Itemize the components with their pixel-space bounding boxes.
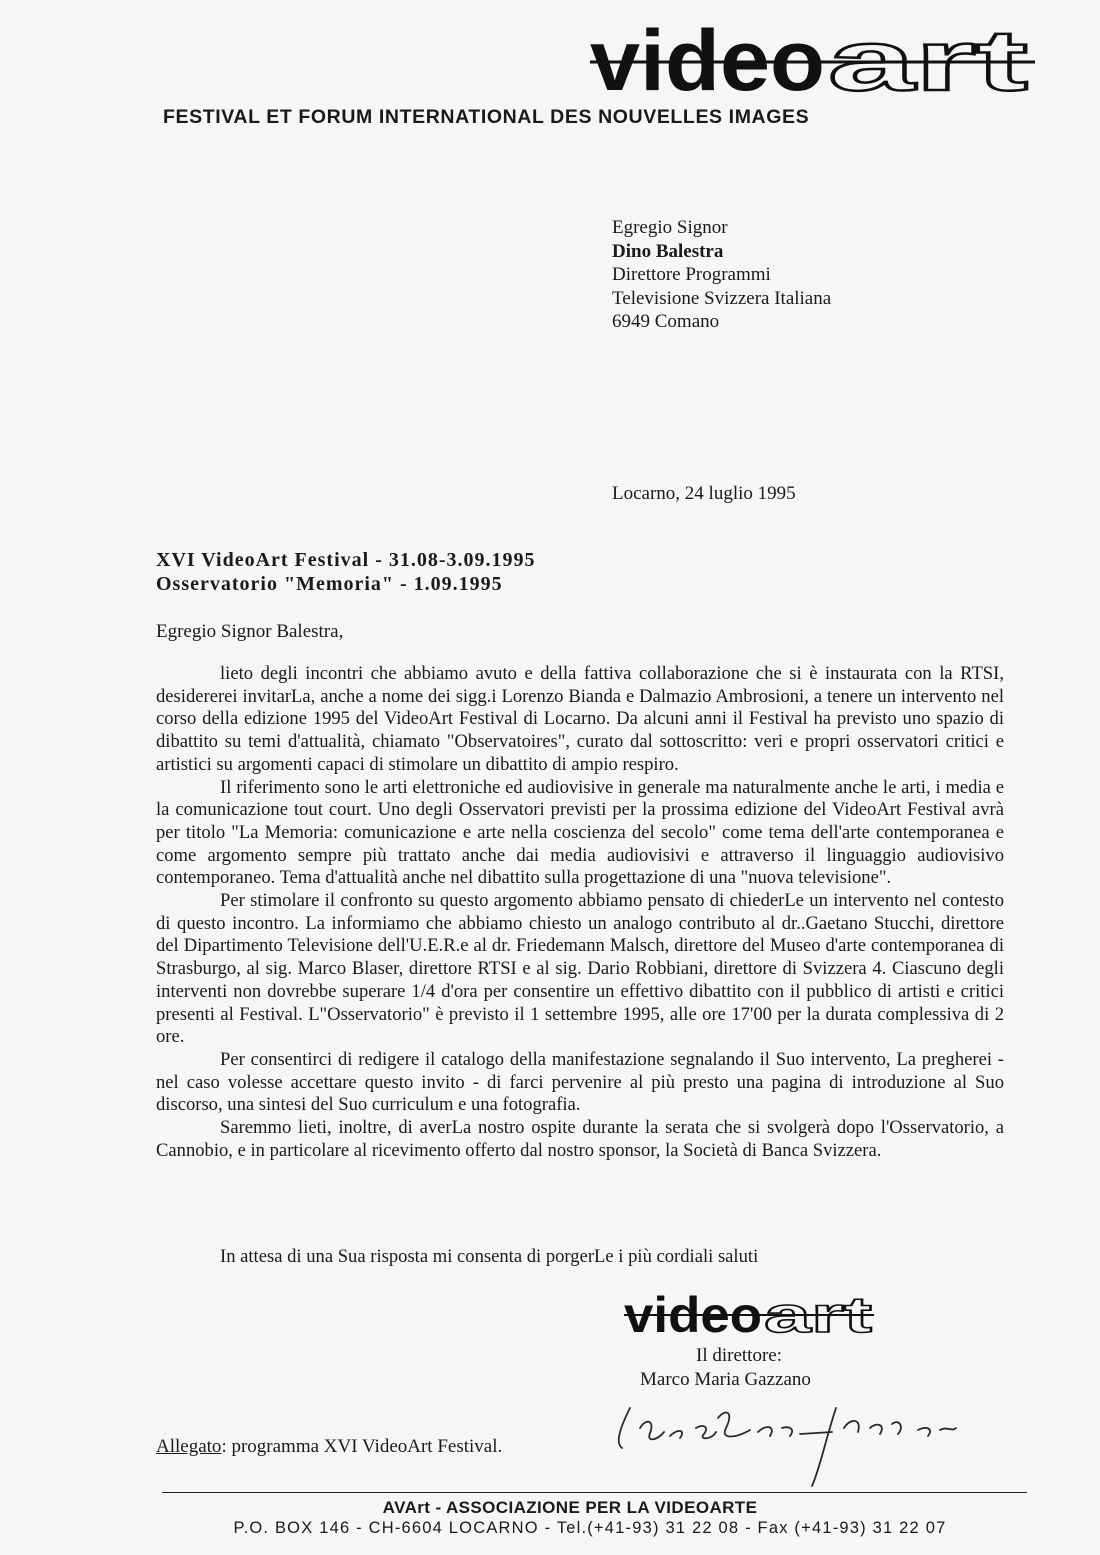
subject-line-2: Osservatorio "Memoria" - 1.09.1995 [156,573,503,595]
recipient-title: Direttore Programmi [612,264,771,285]
svg-text:art: art [828,18,1028,108]
enclosure-text: : programma XVI VideoArt Festival. [221,1436,503,1457]
recipient-address [612,216,831,334]
letter-body [156,663,1004,1162]
signatory-title: Il direttore: [696,1345,782,1366]
letterhead-tagline: FESTIVAL ET FORUM INTERNATIONAL DES NOUVELLES IMAGES [163,106,810,128]
recipient-name-text: Dino Balestra [612,240,724,262]
letter-subject [156,548,536,596]
body-paragraph-1: lieto degli incontri che abbiamo avuto e della fattiva collaborazione che si è instaurata con la RTSI, desidererei invitarLa, anche a nome dei sigg.i Lorenzo Bianda e Dalmazio Ambrosioni, a tenere un intervento nel corso della edizione 1995 del VideoArt Festival di Locarno. Da alcuni anni il Festival ha previsto uno spazio di dibattito su temi d'attualità, chiamato "Observatoires", curato dal sottoscritto: veri e propri osservatori critici e artistici su argomenti capaci di stimolare un dibattito di ampio respiro. [156,663,1004,775]
footer-contact: P.O. BOX 146 - CH-6604 LOCARNO - Tel.(+41-93) 31 22 08 - Fax (+41-93) 31 22 07 [233,1519,947,1537]
signature-videoart-logo [624,1288,874,1340]
recipient-city: 6949 Comano [612,311,720,332]
enclosure-note [156,1436,502,1458]
body-paragraph-5: Saremmo lieti, inoltre, di averLa nostro ospite durante la serata che si svolgerà dopo l'Osservatorio, a Cannobio, e in particolare al ricevimento offerto dal nostro sponsor, la Società di Banca Svizzera. [156,1117,1004,1161]
svg-text:video: video [624,1288,762,1340]
svg-text:video: video [590,18,825,108]
recipient-organization: Televisione Svizzera Italiana [612,287,832,309]
body-paragraph-4: Per consentirci di redigere il catalogo della manifestazione segnalando il Suo intervento, La pregherei - nel caso volesse accettare questo invito - di farci pervenire al più presto una pagina di introduzione al Suo discorso, una sintesi del Suo curriculum e una fotografia. [156,1048,1004,1116]
svg-text:art: art [764,1288,873,1340]
footer-divider [162,1492,1027,1493]
recipient-name [612,240,831,264]
subject-line-1: XVI VideoArt Festival - 31.08-3.09.1995 [156,549,536,571]
letter-date: Locarno, 24 luglio 1995 [612,483,796,504]
recipient-salutation-line: Egregio Signor [612,217,728,238]
signatory-name: Marco Maria Gazzano [640,1369,811,1390]
body-paragraph-3: Per stimolare il confronto su questo argomento abbiamo pensato di chiederLe un intervento nel contesto di questo incontro. La informiamo che abbiamo chiesto un analogo contributo al dr..Gaetano Stucchi, direttore del Dipartimento Televisione dell'U.E.R.e al dr. Friedemann Malsch, direttore del Museo d'arte contemporanea di Strasburgo, al sig. Marco Blaser, direttore RTSI e al sig. Dario Robbiani, direttore di Svizzera 4. Ciascuno degli interventi non dovrebbe superare 1/4 d'ora per consentire un effettivo dibattito con il pubblico di artisti e critici presenti al Festival. L"Osservatorio" è previsto il 1 settembre 1995, alle ore 17'00 per la durata complessiva di 2 ore. [156,890,1004,1048]
body-paragraph-2: Il riferimento sono le arti elettroniche ed audiovisive in generale ma naturalmente anche le arti, i media e la comunicazione tout court. Uno degli Osservatori previsti per la prossima edizione del VideoArt Festival avrà per titolo "La Memoria: comunicazione e arte nella coscienza del secolo" come tema dell'arte contemporanea e come argomento sempre più trattato anche dai media audiovisivi e attraverso il linguaggio audiovisivo contemporaneo. Tema d'attualità anche nel dibattito sulla progettazione di una "nuova televisione". [156,776,1004,889]
handwritten-signature [600,1388,960,1488]
letter-closing: In attesa di una Sua risposta mi consenta di porgerLe i più cordiali saluti [220,1246,759,1267]
videoart-logo [590,18,1035,108]
enclosure-label: Allegato [156,1436,222,1457]
letter-salutation: Egregio Signor Balestra, [156,621,344,642]
footer-organization: AVArt - ASSOCIAZIONE PER LA VIDEOARTE [382,1498,758,1517]
